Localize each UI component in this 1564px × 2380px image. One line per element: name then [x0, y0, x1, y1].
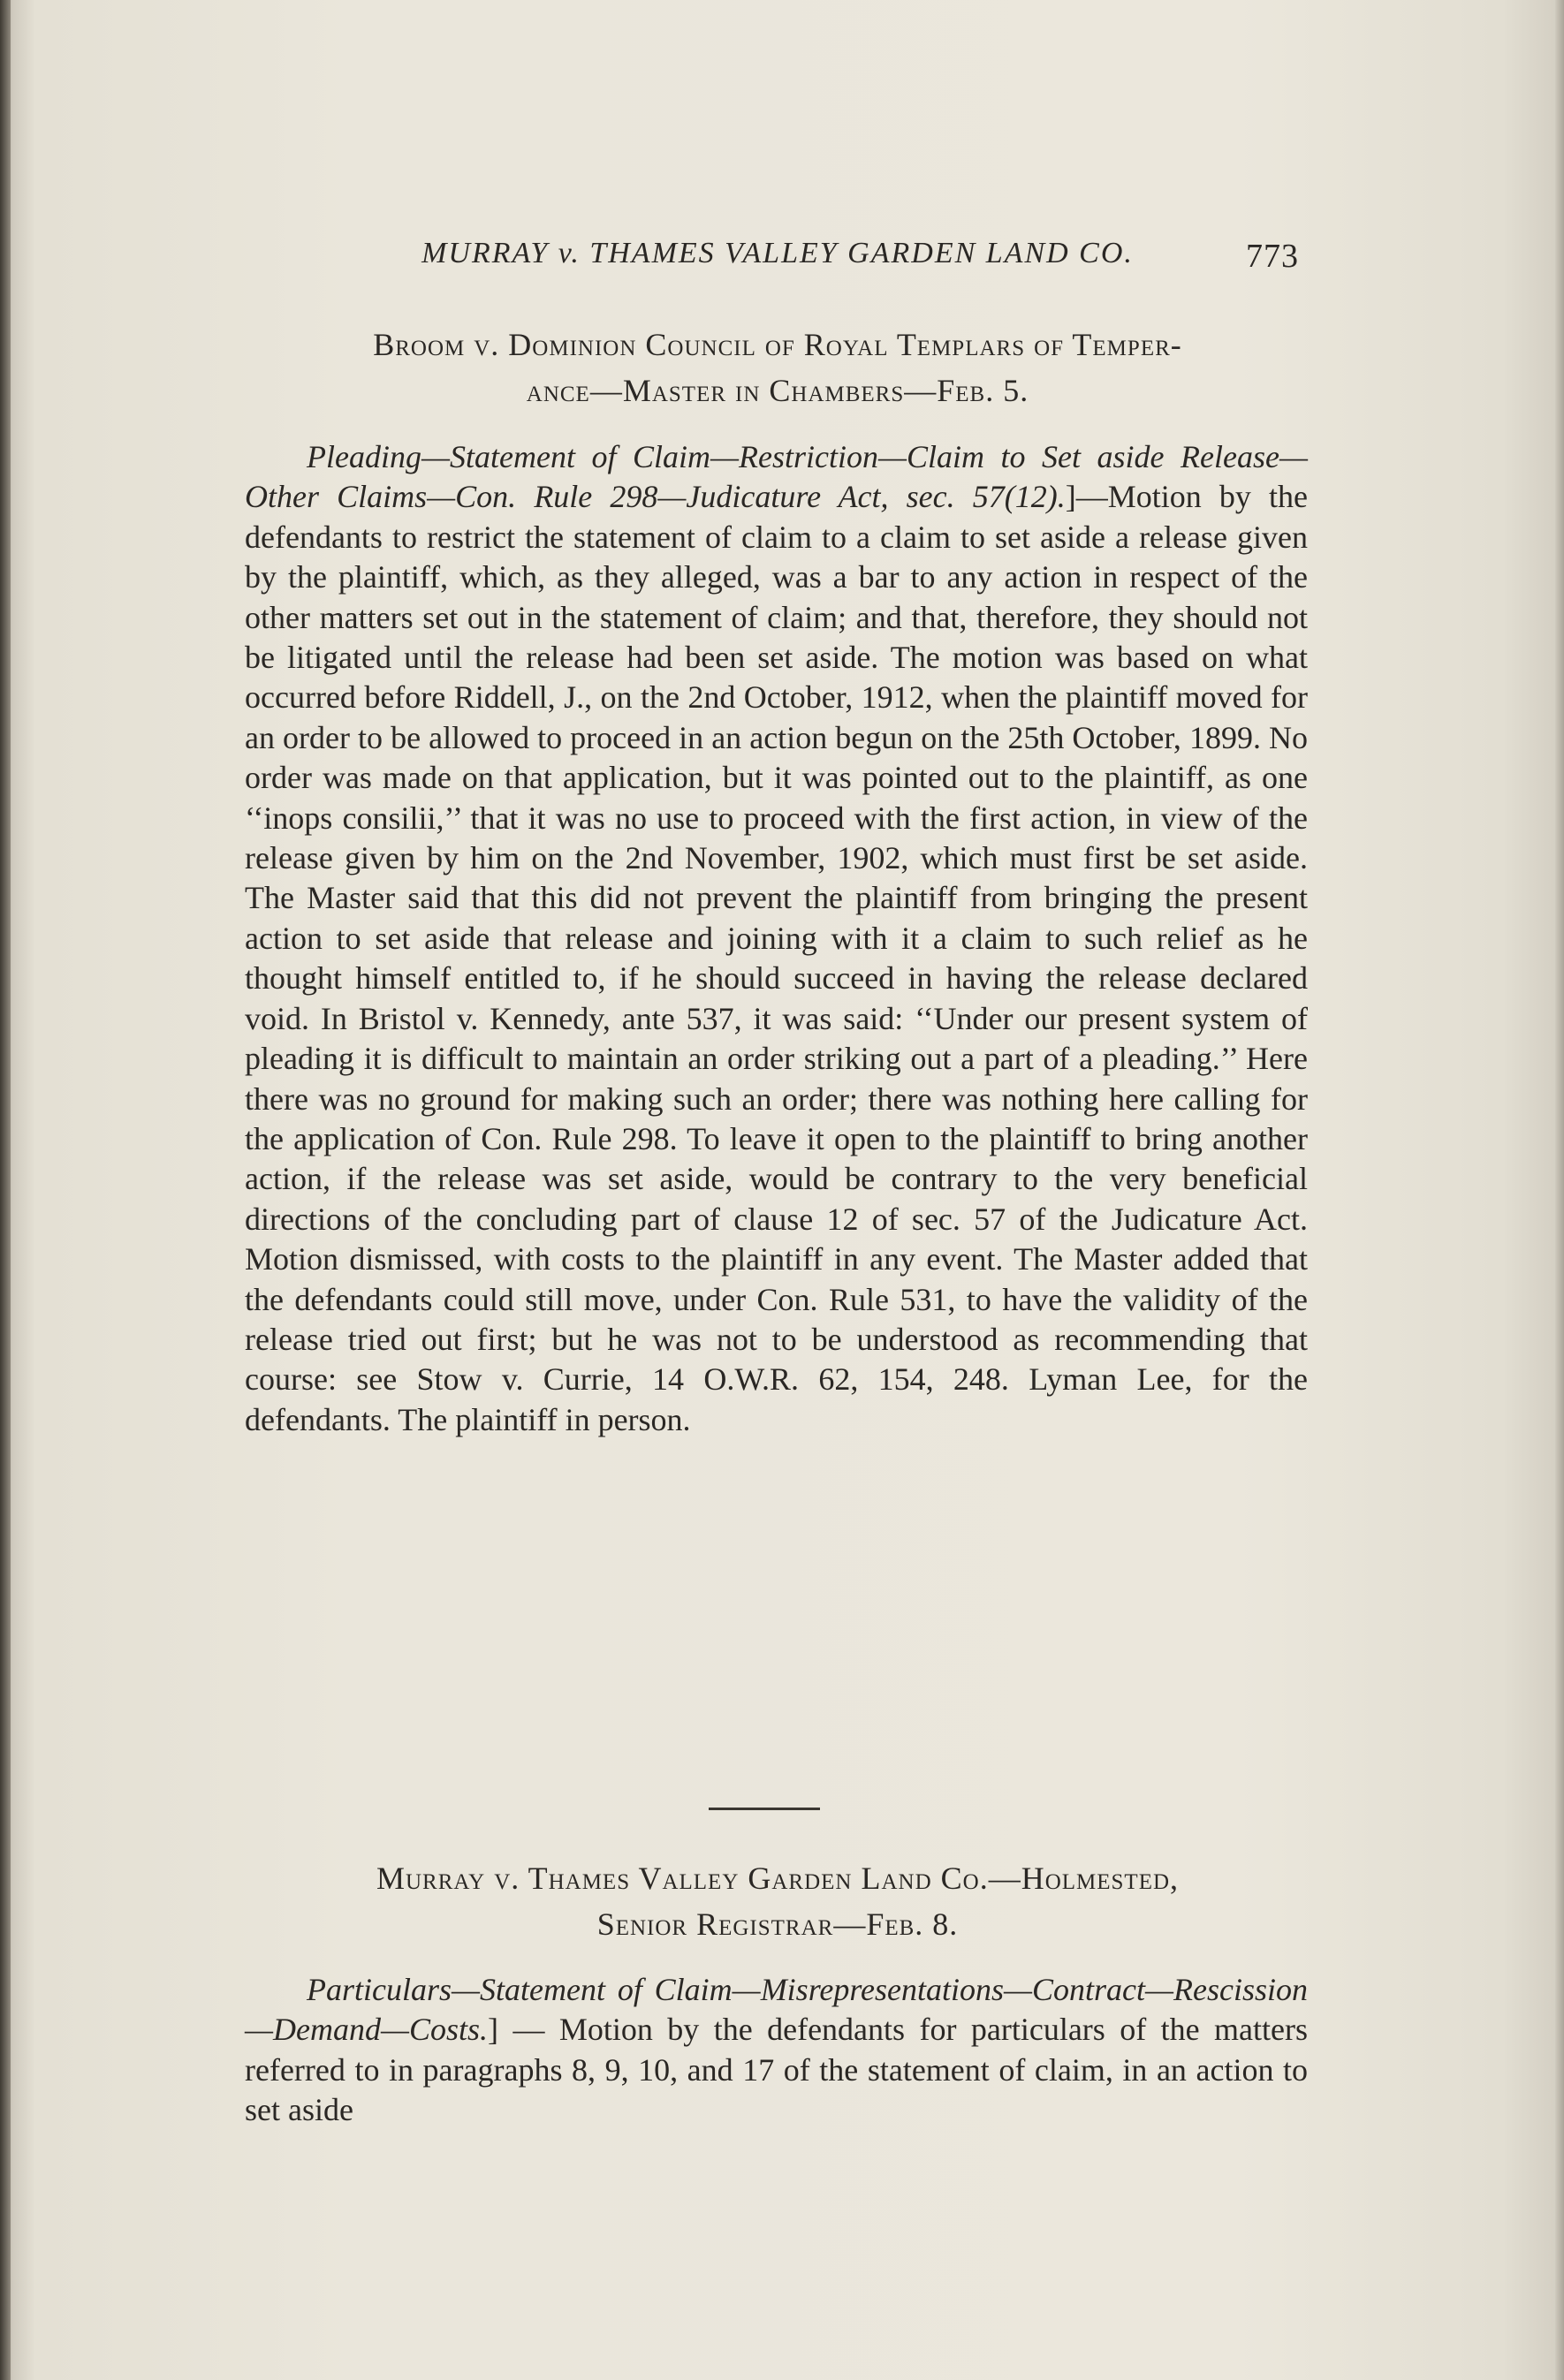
case-report-murray — [245, 1970, 1308, 2131]
case-heading-line: ance—Master in Chambers—Feb. 5. — [526, 373, 1029, 408]
page-gutter-shadow — [0, 0, 11, 2380]
running-head: MURRAY v. THAMES VALLEY GARDEN LAND CO. — [421, 237, 1134, 269]
case-heading-line: Senior Registrar—Feb. 8. — [596, 1906, 959, 1942]
headnote-catchwords: Pleading—Statement of Claim—Restriction—Claim to Set aside Release—Other Claims—Con. Rule 298—Judicature Act, sec. 57(12). — [245, 439, 1308, 515]
section-divider — [709, 1808, 820, 1810]
case-heading-line: Murray v. Thames Valley Garden Land Co.—Holmested, — [376, 1861, 1180, 1896]
page-edge — [1555, 0, 1564, 2380]
page-number: 773 — [1246, 238, 1299, 275]
case-heading-murray — [247, 1855, 1308, 1947]
headnote-catchwords: Particulars—Statement of Claim—Misrepresentations—Contract—Rescission—Demand—Costs. — [245, 1972, 1308, 2048]
case-report-text: ] — Motion by the defendants for particulars of the matters referred to in paragraphs 8, 9, 10, and 17 of the statement of claim, in an action to set aside — [245, 2012, 1308, 2128]
case-report-text: ]—Motion by the defendants to restrict the statement of claim to a claim to set aside a release given by the plaintiff, which, as they alleged, was a bar to any action in respect of the other matters set out in the statement of claim; and that, therefore, they should not be litigated until the release had been set aside. The motion was based on what occurred before Riddell, J., on the 2nd October, 1912, when the plaintiff moved for an order to be allowed to proceed in an action begun on the 25th October, 1899. No order was made on that application, but it was pointed out to the plaintiff, as one ‘‘inops consilii,’’ that it was no use to proceed with the first action, in view of the release given by him on the 2nd November, 1902, which must first be set aside. The Master said that this did not prevent the plaintiff from bringing the present action to set aside that release and joining with it a claim to such relief as he thought himself entitled to, if he should succeed in having the release declared void. In Bristol v. Kennedy, ante 537, it was said: ‘‘Under our present system of pleading it is difficult to maintain an order striking out a part of a pleading.’’ Here there was no ground for making such an order; there was nothing here calling for the application of Con. Rule 298. To leave it open to the plaintiff to bring another action, if the release was set aside, would be contrary to the very beneficial directions of the concluding part of clause 12 of sec. 57 of the Judicature Act. Motion dismissed, with costs to the plaintiff in any event. The Master added that the defendants could still move, under Con. Rule 531, to have the validity of the release tried out first; but he was not to be understood as recommending that course: see Stow v. Currie, 14 O.W.R. 62, 154, 248. Lyman Lee, for the defendants. The plaintiff in person. — [245, 479, 1308, 1437]
case-heading-broom — [247, 322, 1308, 413]
case-report-broom — [245, 437, 1308, 1440]
case-heading-line: Broom v. Dominion Council of Royal Templars of Temper- — [373, 327, 1182, 362]
